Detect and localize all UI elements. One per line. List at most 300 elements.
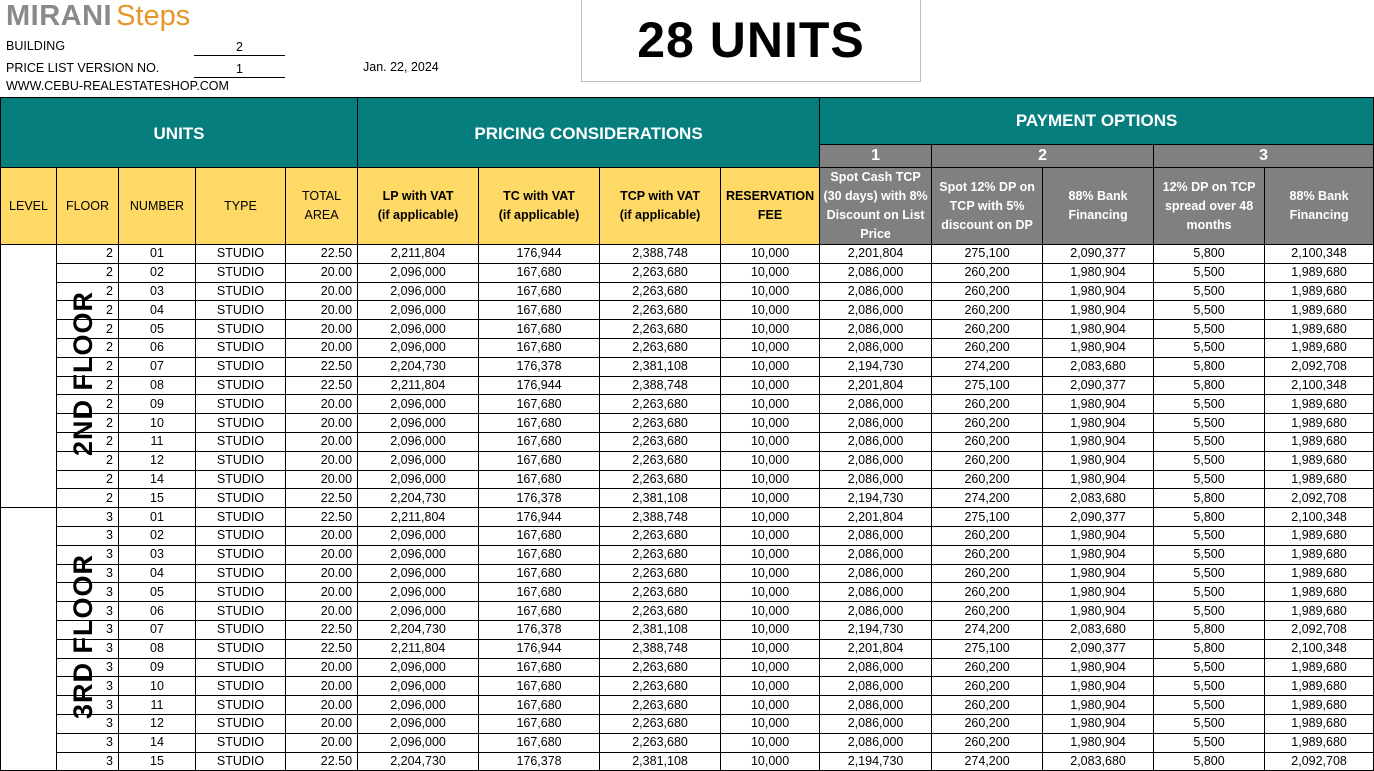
table-row bbox=[1, 395, 1374, 414]
spot-dp-cell: 260,200 bbox=[932, 414, 1043, 433]
floor-cell: 2 bbox=[57, 320, 119, 339]
floor-cell: 3 bbox=[57, 526, 119, 545]
col-header-option1-line3: Discount on List bbox=[826, 208, 925, 222]
total-area-cell: 22.50 bbox=[286, 245, 358, 264]
col-header-lp bbox=[358, 168, 479, 245]
type-cell: STUDIO bbox=[196, 752, 286, 771]
table-row bbox=[1, 470, 1374, 489]
spot-dp-cell: 260,200 bbox=[932, 696, 1043, 715]
total-area-cell: 20.00 bbox=[286, 338, 358, 357]
tcp-with-vat-cell: 2,263,680 bbox=[600, 526, 721, 545]
units-total-text: 28 UNITS bbox=[637, 12, 865, 68]
monthly-dp-cell: 5,500 bbox=[1154, 658, 1265, 677]
col-header-floor: FLOOR bbox=[57, 168, 119, 245]
option2-bank-financing-cell: 1,980,904 bbox=[1043, 658, 1154, 677]
unit-number-cell: 05 bbox=[119, 320, 196, 339]
tc-with-vat-cell: 176,378 bbox=[479, 489, 600, 508]
tc-with-vat-cell: 167,680 bbox=[479, 432, 600, 451]
option3-bank-financing-cell: 2,100,348 bbox=[1265, 245, 1374, 264]
col-header-reservation-line2: FEE bbox=[757, 208, 783, 222]
table-row bbox=[1, 245, 1374, 264]
col-header-tcp bbox=[600, 168, 721, 245]
monthly-dp-cell: 5,500 bbox=[1154, 733, 1265, 752]
tc-with-vat-cell: 176,944 bbox=[479, 639, 600, 658]
version-label: PRICE LIST VERSION NO. bbox=[6, 61, 160, 75]
price-list-body bbox=[1, 245, 1374, 771]
unit-number-cell: 14 bbox=[119, 470, 196, 489]
tcp-with-vat-cell: 2,388,748 bbox=[600, 376, 721, 395]
monthly-dp-cell: 5,800 bbox=[1154, 620, 1265, 639]
lp-with-vat-cell: 2,204,730 bbox=[358, 620, 479, 639]
unit-number-cell: 06 bbox=[119, 602, 196, 621]
reservation-fee-cell: 10,000 bbox=[721, 752, 820, 771]
total-area-cell: 20.00 bbox=[286, 414, 358, 433]
col-header-option1-line2: (30 days) with 8% bbox=[823, 189, 928, 203]
floor-cell: 3 bbox=[57, 508, 119, 527]
spot-cash-tcp-cell: 2,086,000 bbox=[820, 263, 932, 282]
spot-dp-cell: 260,200 bbox=[932, 733, 1043, 752]
unit-number-cell: 11 bbox=[119, 432, 196, 451]
monthly-dp-cell: 5,500 bbox=[1154, 320, 1265, 339]
floor-cell: 3 bbox=[57, 714, 119, 733]
type-cell: STUDIO bbox=[196, 489, 286, 508]
tcp-with-vat-cell: 2,263,680 bbox=[600, 338, 721, 357]
total-area-cell: 20.00 bbox=[286, 696, 358, 715]
type-cell: STUDIO bbox=[196, 376, 286, 395]
lp-with-vat-cell: 2,204,730 bbox=[358, 489, 479, 508]
col-header-option2a-line2: TCP with 5% bbox=[949, 198, 1025, 213]
type-cell: STUDIO bbox=[196, 263, 286, 282]
table-row bbox=[1, 414, 1374, 433]
total-area-cell: 20.00 bbox=[286, 526, 358, 545]
col-header-total-area-line1: TOTAL bbox=[301, 189, 342, 203]
tc-with-vat-cell: 167,680 bbox=[479, 545, 600, 564]
payment-option-1-number: 1 bbox=[820, 145, 932, 168]
tcp-with-vat-cell: 2,263,680 bbox=[600, 282, 721, 301]
lp-with-vat-cell: 2,096,000 bbox=[358, 602, 479, 621]
lp-with-vat-cell: 2,096,000 bbox=[358, 470, 479, 489]
option2-bank-financing-cell: 1,980,904 bbox=[1043, 338, 1154, 357]
spot-cash-tcp-cell: 2,086,000 bbox=[820, 451, 932, 470]
tc-with-vat-cell: 167,680 bbox=[479, 733, 600, 752]
total-area-cell: 20.00 bbox=[286, 263, 358, 282]
option2-bank-financing-cell: 2,083,680 bbox=[1043, 620, 1154, 639]
option2-bank-financing-cell: 2,090,377 bbox=[1043, 639, 1154, 658]
option3-bank-financing-cell: 1,989,680 bbox=[1265, 338, 1374, 357]
col-header-option3a-line2: spread over 48 bbox=[1164, 198, 1254, 213]
option2-bank-financing-cell: 1,980,904 bbox=[1043, 714, 1154, 733]
monthly-dp-cell: 5,800 bbox=[1154, 752, 1265, 771]
floor-cell: 3 bbox=[57, 696, 119, 715]
lp-with-vat-cell: 2,096,000 bbox=[358, 414, 479, 433]
option2-bank-financing-cell: 1,980,904 bbox=[1043, 470, 1154, 489]
col-header-tcp-line1: TCP with VAT bbox=[620, 189, 700, 203]
total-area-cell: 22.50 bbox=[286, 489, 358, 508]
monthly-dp-cell: 5,500 bbox=[1154, 414, 1265, 433]
table-row bbox=[1, 545, 1374, 564]
option3-bank-financing-cell: 2,092,708 bbox=[1265, 489, 1374, 508]
building-label: BUILDING bbox=[6, 39, 66, 53]
spot-dp-cell: 260,200 bbox=[932, 451, 1043, 470]
table-row bbox=[1, 564, 1374, 583]
unit-number-cell: 07 bbox=[119, 620, 196, 639]
table-row bbox=[1, 526, 1374, 545]
option2-bank-financing-cell: 2,090,377 bbox=[1043, 376, 1154, 395]
option3-bank-financing-cell: 2,100,348 bbox=[1265, 376, 1374, 395]
tc-with-vat-cell: 167,680 bbox=[479, 451, 600, 470]
option2-bank-financing-cell: 1,980,904 bbox=[1043, 696, 1154, 715]
unit-number-cell: 15 bbox=[119, 489, 196, 508]
spot-cash-tcp-cell: 2,086,000 bbox=[820, 414, 932, 433]
lp-with-vat-cell: 2,096,000 bbox=[358, 545, 479, 564]
reservation-fee-cell: 10,000 bbox=[721, 564, 820, 583]
tcp-with-vat-cell: 2,263,680 bbox=[600, 414, 721, 433]
tcp-with-vat-cell: 2,263,680 bbox=[600, 301, 721, 320]
reservation-fee-cell: 10,000 bbox=[721, 395, 820, 414]
reservation-fee-cell: 10,000 bbox=[721, 658, 820, 677]
reservation-fee-cell: 10,000 bbox=[721, 470, 820, 489]
lp-with-vat-cell: 2,211,804 bbox=[358, 245, 479, 264]
tcp-with-vat-cell: 2,263,680 bbox=[600, 602, 721, 621]
monthly-dp-cell: 5,800 bbox=[1154, 639, 1265, 658]
type-cell: STUDIO bbox=[196, 320, 286, 339]
spot-dp-cell: 274,200 bbox=[932, 489, 1043, 508]
floor-cell: 2 bbox=[57, 414, 119, 433]
reservation-fee-cell: 10,000 bbox=[721, 338, 820, 357]
table-row bbox=[1, 282, 1374, 301]
total-area-cell: 22.50 bbox=[286, 639, 358, 658]
unit-number-cell: 04 bbox=[119, 301, 196, 320]
spot-cash-tcp-cell: 2,086,000 bbox=[820, 526, 932, 545]
tcp-with-vat-cell: 2,263,680 bbox=[600, 432, 721, 451]
table-row bbox=[1, 583, 1374, 602]
total-area-cell: 20.00 bbox=[286, 395, 358, 414]
col-header-option3a-line1: 12% DP on TCP bbox=[1162, 179, 1256, 194]
option2-bank-financing-cell: 1,980,904 bbox=[1043, 677, 1154, 696]
floor-cell: 2 bbox=[57, 395, 119, 414]
col-header-lp-line1: LP with VAT bbox=[382, 189, 454, 203]
monthly-dp-cell: 5,500 bbox=[1154, 301, 1265, 320]
monthly-dp-cell: 5,800 bbox=[1154, 489, 1265, 508]
total-area-cell: 22.50 bbox=[286, 752, 358, 771]
unit-number-cell: 05 bbox=[119, 583, 196, 602]
col-header-tcp-line2: (if applicable) bbox=[619, 208, 701, 222]
tcp-with-vat-cell: 2,263,680 bbox=[600, 583, 721, 602]
total-area-cell: 20.00 bbox=[286, 677, 358, 696]
floor-cell: 2 bbox=[57, 301, 119, 320]
option2-bank-financing-cell: 1,980,904 bbox=[1043, 526, 1154, 545]
col-header-reservation-line1: RESERVATION bbox=[725, 189, 815, 203]
spot-dp-cell: 260,200 bbox=[932, 338, 1043, 357]
lp-with-vat-cell: 2,096,000 bbox=[358, 658, 479, 677]
reservation-fee-cell: 10,000 bbox=[721, 508, 820, 527]
col-header-option3a-line3: months bbox=[1186, 217, 1232, 232]
col-header-tc-line2: (if applicable) bbox=[498, 208, 580, 222]
monthly-dp-cell: 5,500 bbox=[1154, 677, 1265, 696]
total-area-cell: 22.50 bbox=[286, 376, 358, 395]
tc-with-vat-cell: 167,680 bbox=[479, 395, 600, 414]
option2-bank-financing-cell: 2,083,680 bbox=[1043, 752, 1154, 771]
option2-bank-financing-cell: 1,980,904 bbox=[1043, 564, 1154, 583]
option2-bank-financing-cell: 1,980,904 bbox=[1043, 432, 1154, 451]
total-area-cell: 20.00 bbox=[286, 733, 358, 752]
monthly-dp-cell: 5,500 bbox=[1154, 263, 1265, 282]
reservation-fee-cell: 10,000 bbox=[721, 414, 820, 433]
reservation-fee-cell: 10,000 bbox=[721, 376, 820, 395]
spot-cash-tcp-cell: 2,086,000 bbox=[820, 658, 932, 677]
type-cell: STUDIO bbox=[196, 508, 286, 527]
unit-number-cell: 06 bbox=[119, 338, 196, 357]
tcp-with-vat-cell: 2,388,748 bbox=[600, 639, 721, 658]
type-cell: STUDIO bbox=[196, 583, 286, 602]
reservation-fee-cell: 10,000 bbox=[721, 301, 820, 320]
floor-cell: 3 bbox=[57, 620, 119, 639]
spot-dp-cell: 260,200 bbox=[932, 545, 1043, 564]
monthly-dp-cell: 5,800 bbox=[1154, 508, 1265, 527]
spot-dp-cell: 260,200 bbox=[932, 301, 1043, 320]
option2-bank-financing-cell: 1,980,904 bbox=[1043, 320, 1154, 339]
spot-cash-tcp-cell: 2,086,000 bbox=[820, 714, 932, 733]
floor-cell: 2 bbox=[57, 432, 119, 451]
table-row bbox=[1, 432, 1374, 451]
spot-dp-cell: 260,200 bbox=[932, 320, 1043, 339]
unit-number-cell: 15 bbox=[119, 752, 196, 771]
lp-with-vat-cell: 2,096,000 bbox=[358, 714, 479, 733]
logo-text-mirani: MIRANI bbox=[6, 0, 113, 32]
type-cell: STUDIO bbox=[196, 470, 286, 489]
group-header-pricing: PRICING CONSIDERATIONS bbox=[358, 98, 820, 168]
spot-cash-tcp-cell: 2,201,804 bbox=[820, 639, 932, 658]
tcp-with-vat-cell: 2,263,680 bbox=[600, 696, 721, 715]
table-row bbox=[1, 376, 1374, 395]
total-area-cell: 20.00 bbox=[286, 658, 358, 677]
spot-cash-tcp-cell: 2,086,000 bbox=[820, 696, 932, 715]
option3-bank-financing-cell: 1,989,680 bbox=[1265, 414, 1374, 433]
total-area-cell: 20.00 bbox=[286, 320, 358, 339]
spot-cash-tcp-cell: 2,201,804 bbox=[820, 376, 932, 395]
reservation-fee-cell: 10,000 bbox=[721, 677, 820, 696]
type-cell: STUDIO bbox=[196, 620, 286, 639]
spot-cash-tcp-cell: 2,086,000 bbox=[820, 733, 932, 752]
floor-cell: 3 bbox=[57, 583, 119, 602]
col-header-total-area-line2: AREA bbox=[304, 208, 339, 222]
total-area-cell: 20.00 bbox=[286, 301, 358, 320]
type-cell: STUDIO bbox=[196, 714, 286, 733]
option2-bank-financing-cell: 1,980,904 bbox=[1043, 263, 1154, 282]
tcp-with-vat-cell: 2,381,108 bbox=[600, 620, 721, 639]
total-area-cell: 20.00 bbox=[286, 564, 358, 583]
type-cell: STUDIO bbox=[196, 395, 286, 414]
spot-dp-cell: 275,100 bbox=[932, 376, 1043, 395]
spot-dp-cell: 260,200 bbox=[932, 395, 1043, 414]
spot-cash-tcp-cell: 2,086,000 bbox=[820, 470, 932, 489]
unit-number-cell: 04 bbox=[119, 564, 196, 583]
unit-number-cell: 02 bbox=[119, 263, 196, 282]
unit-number-cell: 01 bbox=[119, 245, 196, 264]
floor-cell: 2 bbox=[57, 376, 119, 395]
unit-number-cell: 09 bbox=[119, 658, 196, 677]
unit-number-cell: 08 bbox=[119, 376, 196, 395]
lp-with-vat-cell: 2,096,000 bbox=[358, 338, 479, 357]
type-cell: STUDIO bbox=[196, 245, 286, 264]
col-header-option1-spot-cash bbox=[820, 168, 932, 245]
tcp-with-vat-cell: 2,263,680 bbox=[600, 545, 721, 564]
col-header-option2b-line2: Financing bbox=[1068, 208, 1128, 222]
tcp-with-vat-cell: 2,263,680 bbox=[600, 263, 721, 282]
tcp-with-vat-cell: 2,263,680 bbox=[600, 658, 721, 677]
tc-with-vat-cell: 176,944 bbox=[479, 245, 600, 264]
option3-bank-financing-cell: 2,092,708 bbox=[1265, 752, 1374, 771]
table-row bbox=[1, 508, 1374, 527]
col-header-option3b-line1: 88% Bank bbox=[1289, 189, 1349, 203]
spot-cash-tcp-cell: 2,086,000 bbox=[820, 583, 932, 602]
reservation-fee-cell: 10,000 bbox=[721, 526, 820, 545]
unit-number-cell: 03 bbox=[119, 545, 196, 564]
monthly-dp-cell: 5,500 bbox=[1154, 714, 1265, 733]
spot-cash-tcp-cell: 2,086,000 bbox=[820, 432, 932, 451]
lp-with-vat-cell: 2,096,000 bbox=[358, 733, 479, 752]
payment-option-2-number: 2 bbox=[932, 145, 1154, 168]
option3-bank-financing-cell: 1,989,680 bbox=[1265, 526, 1374, 545]
unit-number-cell: 08 bbox=[119, 639, 196, 658]
lp-with-vat-cell: 2,096,000 bbox=[358, 301, 479, 320]
table-row bbox=[1, 357, 1374, 376]
unit-number-cell: 01 bbox=[119, 508, 196, 527]
tc-with-vat-cell: 167,680 bbox=[479, 263, 600, 282]
tcp-with-vat-cell: 2,381,108 bbox=[600, 357, 721, 376]
lp-with-vat-cell: 2,096,000 bbox=[358, 320, 479, 339]
type-cell: STUDIO bbox=[196, 338, 286, 357]
col-header-tc bbox=[479, 168, 600, 245]
type-cell: STUDIO bbox=[196, 357, 286, 376]
tc-with-vat-cell: 167,680 bbox=[479, 320, 600, 339]
reservation-fee-cell: 10,000 bbox=[721, 263, 820, 282]
col-header-lp-line2: (if applicable) bbox=[377, 208, 459, 222]
option2-bank-financing-cell: 1,980,904 bbox=[1043, 282, 1154, 301]
col-header-option3-bank-financing bbox=[1265, 168, 1374, 245]
monthly-dp-cell: 5,800 bbox=[1154, 357, 1265, 376]
spot-cash-tcp-cell: 2,086,000 bbox=[820, 564, 932, 583]
total-area-cell: 20.00 bbox=[286, 432, 358, 451]
floor-cell: 3 bbox=[57, 677, 119, 696]
tc-with-vat-cell: 167,680 bbox=[479, 583, 600, 602]
tcp-with-vat-cell: 2,388,748 bbox=[600, 508, 721, 527]
table-row bbox=[1, 658, 1374, 677]
monthly-dp-cell: 5,500 bbox=[1154, 696, 1265, 715]
lp-with-vat-cell: 2,096,000 bbox=[358, 263, 479, 282]
table-row bbox=[1, 489, 1374, 508]
group-header-payment: PAYMENT OPTIONS bbox=[820, 98, 1374, 145]
tc-with-vat-cell: 167,680 bbox=[479, 301, 600, 320]
tc-with-vat-cell: 176,378 bbox=[479, 620, 600, 639]
floor-cell: 3 bbox=[57, 639, 119, 658]
tc-with-vat-cell: 167,680 bbox=[479, 282, 600, 301]
floor-cell: 2 bbox=[57, 357, 119, 376]
reservation-fee-cell: 10,000 bbox=[721, 545, 820, 564]
floor-cell: 3 bbox=[57, 564, 119, 583]
floor-cell: 2 bbox=[57, 489, 119, 508]
option3-bank-financing-cell: 1,989,680 bbox=[1265, 301, 1374, 320]
tc-with-vat-cell: 167,680 bbox=[479, 677, 600, 696]
unit-number-cell: 14 bbox=[119, 733, 196, 752]
unit-number-cell: 10 bbox=[119, 414, 196, 433]
tc-with-vat-cell: 167,680 bbox=[479, 714, 600, 733]
reservation-fee-cell: 10,000 bbox=[721, 602, 820, 621]
option3-bank-financing-cell: 1,989,680 bbox=[1265, 602, 1374, 621]
floor-cell: 3 bbox=[57, 752, 119, 771]
monthly-dp-cell: 5,500 bbox=[1154, 451, 1265, 470]
type-cell: STUDIO bbox=[196, 282, 286, 301]
spot-dp-cell: 260,200 bbox=[932, 263, 1043, 282]
table-row bbox=[1, 677, 1374, 696]
option3-bank-financing-cell: 1,989,680 bbox=[1265, 282, 1374, 301]
total-area-cell: 20.00 bbox=[286, 282, 358, 301]
tc-with-vat-cell: 176,378 bbox=[479, 752, 600, 771]
reservation-fee-cell: 10,000 bbox=[721, 489, 820, 508]
payment-option-3-number: 3 bbox=[1154, 145, 1374, 168]
spot-cash-tcp-cell: 2,201,804 bbox=[820, 245, 932, 264]
spot-cash-tcp-cell: 2,194,730 bbox=[820, 752, 932, 771]
reservation-fee-cell: 10,000 bbox=[721, 451, 820, 470]
type-cell: STUDIO bbox=[196, 639, 286, 658]
option2-bank-financing-cell: 2,083,680 bbox=[1043, 357, 1154, 376]
type-cell: STUDIO bbox=[196, 526, 286, 545]
unit-number-cell: 12 bbox=[119, 451, 196, 470]
option2-bank-financing-cell: 1,980,904 bbox=[1043, 583, 1154, 602]
type-cell: STUDIO bbox=[196, 564, 286, 583]
table-row bbox=[1, 320, 1374, 339]
option2-bank-financing-cell: 1,980,904 bbox=[1043, 545, 1154, 564]
type-cell: STUDIO bbox=[196, 545, 286, 564]
type-cell: STUDIO bbox=[196, 432, 286, 451]
floor-cell: 3 bbox=[57, 733, 119, 752]
tcp-with-vat-cell: 2,263,680 bbox=[600, 733, 721, 752]
floor-cell: 2 bbox=[57, 338, 119, 357]
lp-with-vat-cell: 2,096,000 bbox=[358, 432, 479, 451]
option2-bank-financing-cell: 1,980,904 bbox=[1043, 301, 1154, 320]
monthly-dp-cell: 5,500 bbox=[1154, 470, 1265, 489]
table-row bbox=[1, 733, 1374, 752]
lp-with-vat-cell: 2,211,804 bbox=[358, 639, 479, 658]
tcp-with-vat-cell: 2,263,680 bbox=[600, 395, 721, 414]
spot-dp-cell: 260,200 bbox=[932, 526, 1043, 545]
lp-with-vat-cell: 2,204,730 bbox=[358, 752, 479, 771]
spot-cash-tcp-cell: 2,086,000 bbox=[820, 282, 932, 301]
monthly-dp-cell: 5,500 bbox=[1154, 602, 1265, 621]
total-area-cell: 20.00 bbox=[286, 602, 358, 621]
reservation-fee-cell: 10,000 bbox=[721, 583, 820, 602]
tc-with-vat-cell: 167,680 bbox=[479, 658, 600, 677]
spot-dp-cell: 260,200 bbox=[932, 602, 1043, 621]
spot-dp-cell: 260,200 bbox=[932, 583, 1043, 602]
type-cell: STUDIO bbox=[196, 451, 286, 470]
col-header-type: TYPE bbox=[196, 168, 286, 245]
reservation-fee-cell: 10,000 bbox=[721, 282, 820, 301]
option2-bank-financing-cell: 1,980,904 bbox=[1043, 395, 1154, 414]
spot-cash-tcp-cell: 2,086,000 bbox=[820, 602, 932, 621]
table-row bbox=[1, 752, 1374, 771]
option2-bank-financing-cell: 1,980,904 bbox=[1043, 414, 1154, 433]
unit-number-cell: 09 bbox=[119, 395, 196, 414]
lp-with-vat-cell: 2,211,804 bbox=[358, 376, 479, 395]
monthly-dp-cell: 5,500 bbox=[1154, 545, 1265, 564]
reservation-fee-cell: 10,000 bbox=[721, 620, 820, 639]
col-header-total-area bbox=[286, 168, 358, 245]
spot-cash-tcp-cell: 2,194,730 bbox=[820, 357, 932, 376]
website-url: WWW.CEBU-REALESTATESHOP.COM bbox=[6, 79, 229, 93]
floor-cell: 2 bbox=[57, 263, 119, 282]
option2-bank-financing-cell: 2,090,377 bbox=[1043, 508, 1154, 527]
